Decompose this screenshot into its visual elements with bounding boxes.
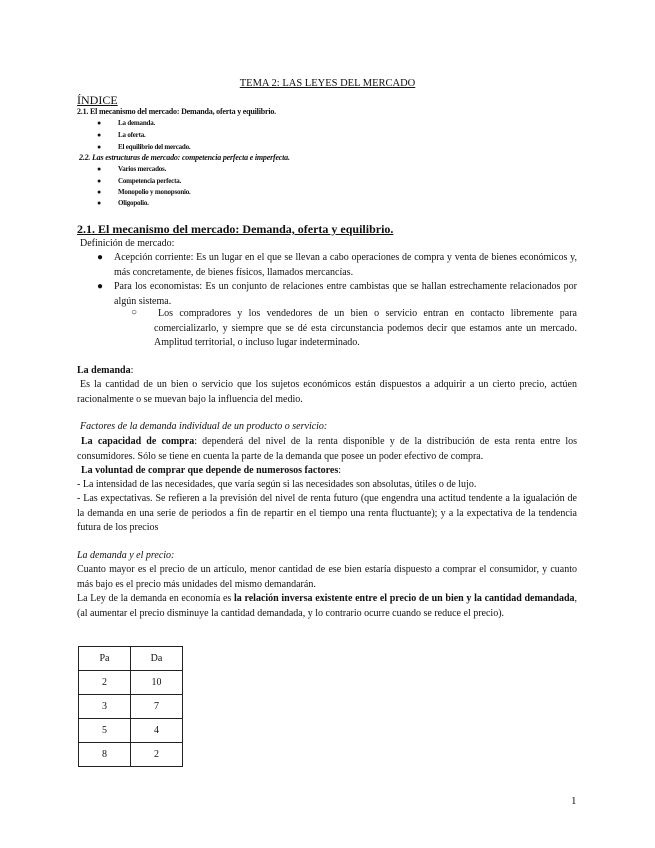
- definition-bullet-2: Para los economistas: Es un conjunto de relaciones entre cambistas que se hallan estrechamente relacionados por algún sistema.: [114, 281, 577, 307]
- bullet-icon: ●: [97, 252, 104, 263]
- price-paragraph-2: La Ley de la demanda en economía es la relación inversa existente entre el precio de un bien y la cantidad demandada, (al aumentar el precio disminuye la cantidad demandada, y lo contrario ocurre cuando se reduce el precio).: [77, 593, 577, 619]
- definition-label: Definición de mercado:: [80, 238, 175, 249]
- table-row: [79, 695, 183, 719]
- factors-heading: Factores de la demanda individual de un producto o servicio:: [80, 421, 328, 432]
- table-header-row: [79, 647, 183, 671]
- table-cell: 4: [131, 719, 183, 743]
- toc-subitem: ● Oligopolio.: [97, 199, 149, 207]
- toc-heading: ÍNDICE: [77, 93, 118, 107]
- toc-item-2: 2.2. Las estructuras de mercado: competencia perfecta e imperfecta.: [79, 153, 290, 162]
- price-paragraph-1: Cuanto mayor es el precio de un artículo, menor cantidad de ese bien estaría dispuesto a comprar el consumidor, y cuanto más bajo es el precio más unidades del mismo demandarán.: [77, 564, 577, 590]
- table-cell: 2: [79, 671, 131, 695]
- table-row: [79, 671, 183, 695]
- table-cell: 10: [131, 671, 183, 695]
- table-cell: 5: [79, 719, 131, 743]
- page-number: 1: [571, 795, 577, 807]
- toc-subitem: ● Varios mercados.: [97, 165, 167, 173]
- table-header-cell: Pa: [79, 647, 131, 671]
- price-heading: La demanda y el precio:: [77, 550, 175, 561]
- hollow-bullet-icon: ○: [131, 307, 138, 318]
- factor-willingness-heading: La voluntad de comprar que depende de numerosos factores:: [81, 465, 342, 476]
- toc-subitem: ● La demanda.: [97, 119, 156, 127]
- demand-definition: Es la cantidad de un bien o servicio que los sujetos económicos están dispuestos a adquirir a un cierto precio, actúen racionalmente o se muevan bajo la influencia del medio.: [77, 379, 577, 405]
- demand-heading: La demanda:: [77, 365, 134, 376]
- table-cell: 2: [131, 743, 183, 767]
- toc-subitem: ● La oferta.: [97, 131, 146, 139]
- table-header-cell: Da: [131, 647, 183, 671]
- bullet-icon: ●: [97, 281, 104, 292]
- toc-subitem: ● Monopolio y monopsonio.: [97, 188, 191, 196]
- factor-intensity: - La intensidad de las necesidades, que varía según si las necesidades son absolutas, útiles o de lujo.: [77, 479, 477, 490]
- toc-subitem: ● Competencia perfecta.: [97, 177, 182, 185]
- table-row: [79, 743, 183, 767]
- table-cell: 8: [79, 743, 131, 767]
- table-cell: 7: [131, 695, 183, 719]
- factor-capacity: La capacidad de compra: dependerá del nivel de la renta disponible y de la distribución de esta renta entre los consumidores. Sólo se tiene en cuenta la parte de la demanda que posee un poder efectivo de compra.: [77, 436, 577, 462]
- definition-sub-bullet: Los compradores y los vendedores de un bien o servicio entran en contacto libremente para comercializarlo, y siempre que se dé esta circunstancia podemos decir que estamos ante un mercado. Amplitud territorial, o incluso lugar indeterminado.: [154, 308, 577, 348]
- section-title: 2.1. El mecanismo del mercado: Demanda, oferta y equilibrio.: [77, 222, 394, 236]
- definition-bullet-1: Acepción corriente: Es un lugar en el que se llevan a cabo operaciones de compra y venta de bienes económicos y, más concretamente, de bienes físicos, llamados mercancías.: [114, 252, 577, 278]
- demand-table: [78, 646, 183, 767]
- table-cell: 3: [79, 695, 131, 719]
- toc-subitem: ● El equilibrio del mercado.: [97, 143, 191, 151]
- page-title: TEMA 2: LAS LEYES DEL MERCADO: [239, 78, 416, 89]
- table-row: [79, 719, 183, 743]
- factor-expectations: - Las expectativas. Se refieren a la previsión del nivel de renta futuro (que engendra una actitud tendente a la igualación de la demanda en una serie de periodos a fin de repartir en el tiempo una renta fluctuante); y a la expectativa de la tendencia futura de los precios: [77, 493, 577, 533]
- toc-item-1: 2.1. El mecanismo del mercado: Demanda, oferta y equilibrio.: [77, 107, 276, 116]
